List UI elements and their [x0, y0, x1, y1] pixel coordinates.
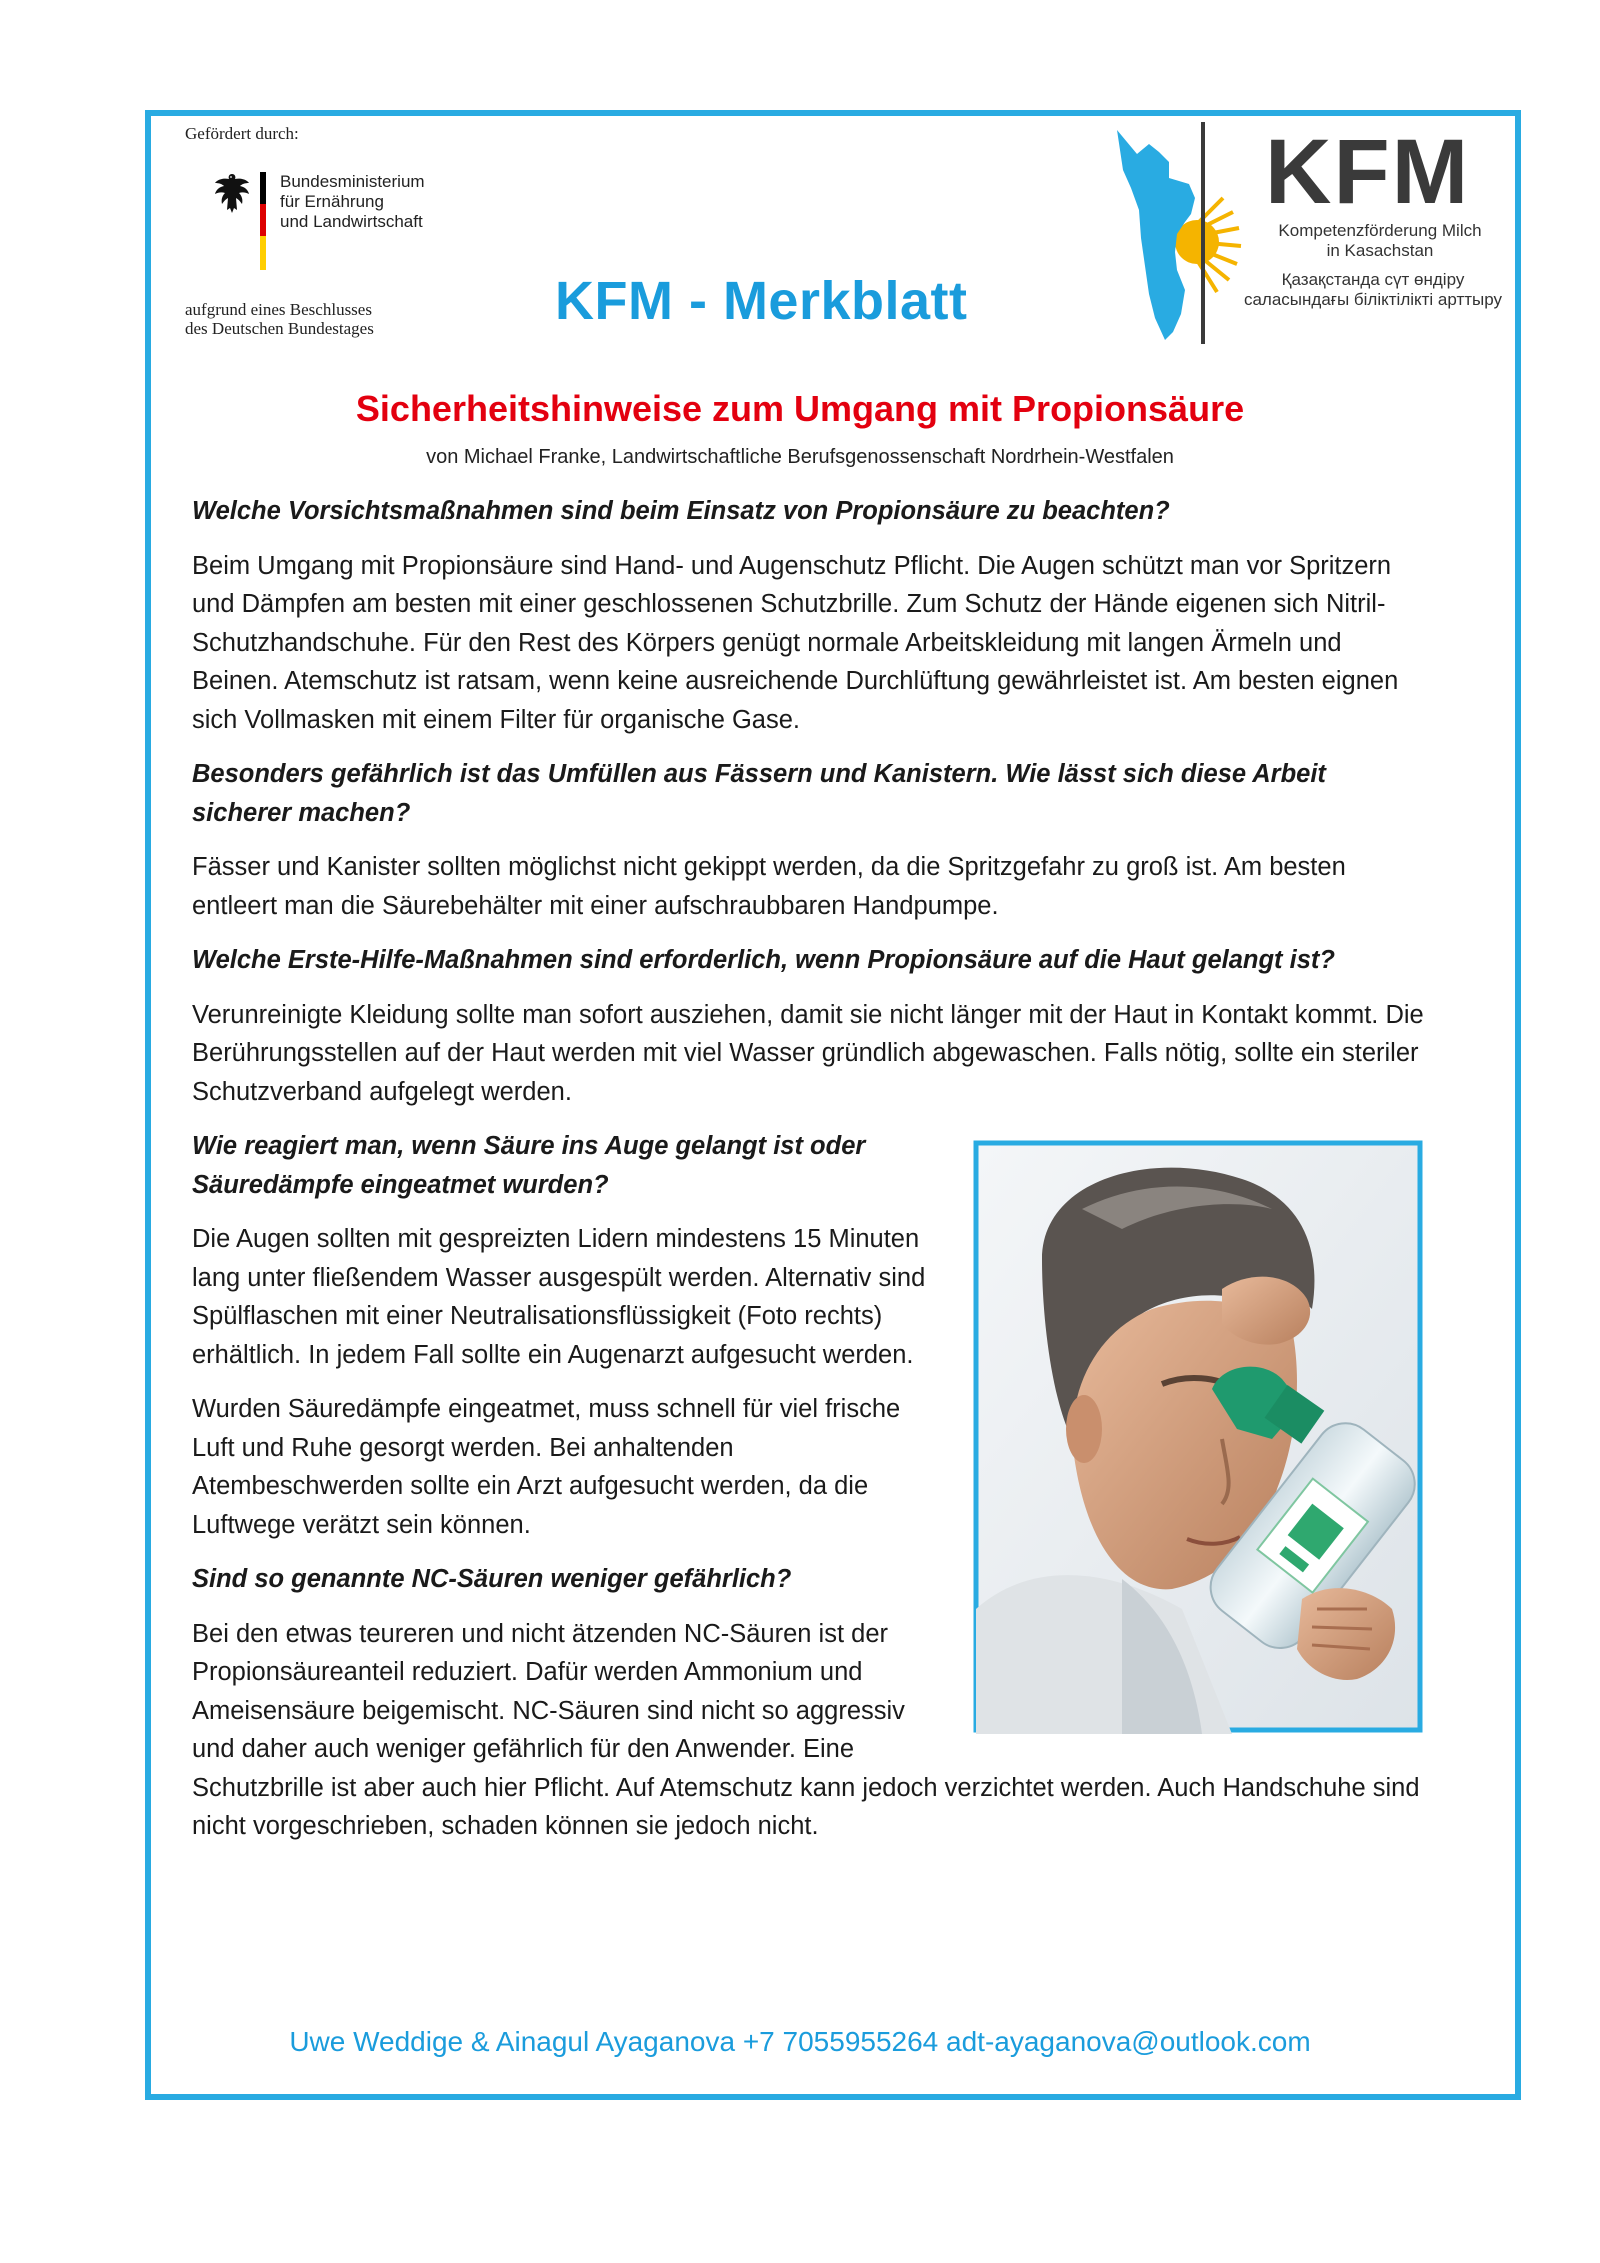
- ministry-line: und Landwirtschaft: [280, 212, 423, 231]
- contact-footer: Uwe Weddige & Ainagul Ayaganova +7 7055955264 adt-ayaganova@outlook.com: [289, 2026, 1311, 2057]
- flag-stripe-red: [260, 204, 266, 236]
- resolution-line: des Deutschen Bundestages: [185, 319, 374, 338]
- question-1: Welche Vorsichtsmaßnahmen sind beim Einsatz von Propionsäure zu beachten?: [192, 497, 1170, 525]
- answer-2: Fässer und Kanister sollten möglichst nicht gekippt werden, da die Spritzgefahr zu groß ist. Am besten entleert man die Säurebehälter mit einer aufschraubbaren Handpumpe.: [192, 853, 1346, 920]
- federal-eagle-icon: [212, 170, 252, 216]
- answer-5: Bei den etwas teureren und nicht ätzenden NC-Säuren ist der Propionsäureanteil reduziert. Dafür werden Ammonium und Ameisensäure beigemischt. NC-Säuren sind nicht so aggressiv und daher auch weniger gefährlich für den Anwender. Eine Schutzbrille ist aber auch hier Pflicht. Auf Atemschutz kann jedoch verzichtet werden. Auch Handschuhe sind nicht vorgeschrieben, schaden können sie jedoch nicht.: [192, 1619, 1420, 1840]
- kfm-german-name: [1250, 221, 1510, 261]
- question-2: Besonders gefährlich ist das Umfüllen aus Fässern und Kanistern. Wie lässt sich diese Arbeit sicherer machen?: [192, 760, 1326, 827]
- article-body: [192, 492, 1424, 1862]
- answer-3: Verunreinigte Kleidung sollte man sofort ausziehen, damit sie nicht länger mit der Haut in Kontakt kommt. Die Berührungsstellen auf der Haut werden mit viel Wasser gründlich abgewaschen. Falls nötig, sollte ein steriler Schutzverband aufgelegt werden.: [192, 1000, 1424, 1106]
- author-byline: von Michael Franke, Landwirtschaftliche Berufsgenossenschaft Nordrhein-Westfalen: [426, 446, 1174, 468]
- kfm-logo: [1115, 118, 1515, 348]
- kfm-kz-line: Қазақстанда сүт өндіру: [1281, 270, 1465, 289]
- kfm-kz-line: саласындағы біліктілікті арттыру: [1243, 290, 1503, 309]
- kfm-abbreviation: KFM: [1265, 121, 1471, 223]
- ministry-logo: [212, 170, 452, 275]
- answer-1: Beim Umgang mit Propionsäure sind Hand- und Augenschutz Pflicht. Die Augen schützt man vor Spritzern und Dämpfen am besten mit einer geschlossenen Schutzbrille. Zum Schutz der Hände eigenen sich Nitril-Schutzhandschuhe. Für den Rest des Körpers genügt normale Arbeitskleidung mit langen Ärmeln und Beinen. Atemschutz ist ratsam, wenn keine ausreichende Durchlüftung gewährleistet ist. Am besten eignen sich Vollmasken mit einem Filter für organische Gase.: [192, 551, 1399, 734]
- document-title: KFM - Merkblatt: [555, 271, 968, 331]
- funded-by-label: Gefördert durch:: [185, 124, 299, 143]
- main-title: Sicherheitshinweise zum Umgang mit Propionsäure: [355, 388, 1245, 429]
- question-4: Wie reagiert man, wenn Säure ins Auge gelangt ist oder Säuredämpfe eingeatmet wurden?: [192, 1132, 866, 1199]
- question-5: Sind so genannte NC-Säuren weniger gefährlich?: [192, 1565, 792, 1593]
- ministry-line: für Ernährung: [280, 192, 384, 211]
- question-3: Welche Erste-Hilfe-Maßnahmen sind erforderlich, wenn Propionsäure auf die Haut gelangt ist?: [192, 946, 1335, 974]
- ministry-line: Bundesministerium: [280, 172, 425, 191]
- kfm-de-line: Kompetenzförderung Milch: [1278, 221, 1482, 240]
- answer-4b: Wurden Säuredämpfe eingeatmet, muss schnell für viel frische Luft und Ruhe gesorgt werden. Bei anhaltenden Atembeschwerden sollte ein Arzt aufgesucht werden, da die Luftwege verätzt sein können.: [192, 1395, 901, 1539]
- answer-4a: Die Augen sollten mit gespreizten Lidern mindestens 15 Minuten lang unter fließendem Wasser ausgespült werden. Alternativ sind Spülflaschen mit einer Neutralisationsflüssigkeit (Foto rechts) erhältlich. In jedem Fall sollte ein Augenarzt aufgesucht werden.: [192, 1225, 926, 1369]
- ministry-name: [280, 172, 460, 232]
- kfm-kazakh-name: [1223, 270, 1523, 310]
- resolution-line: aufgrund eines Beschlusses: [185, 300, 372, 319]
- kfm-de-line: in Kasachstan: [1326, 241, 1434, 260]
- cow-head-sun-icon: [1115, 118, 1245, 348]
- flag-stripe-black: [260, 172, 266, 204]
- eye-wash-bottle-photo: [972, 1139, 1424, 1734]
- bundestag-resolution: [185, 300, 435, 338]
- flag-stripe-gold: [260, 236, 266, 270]
